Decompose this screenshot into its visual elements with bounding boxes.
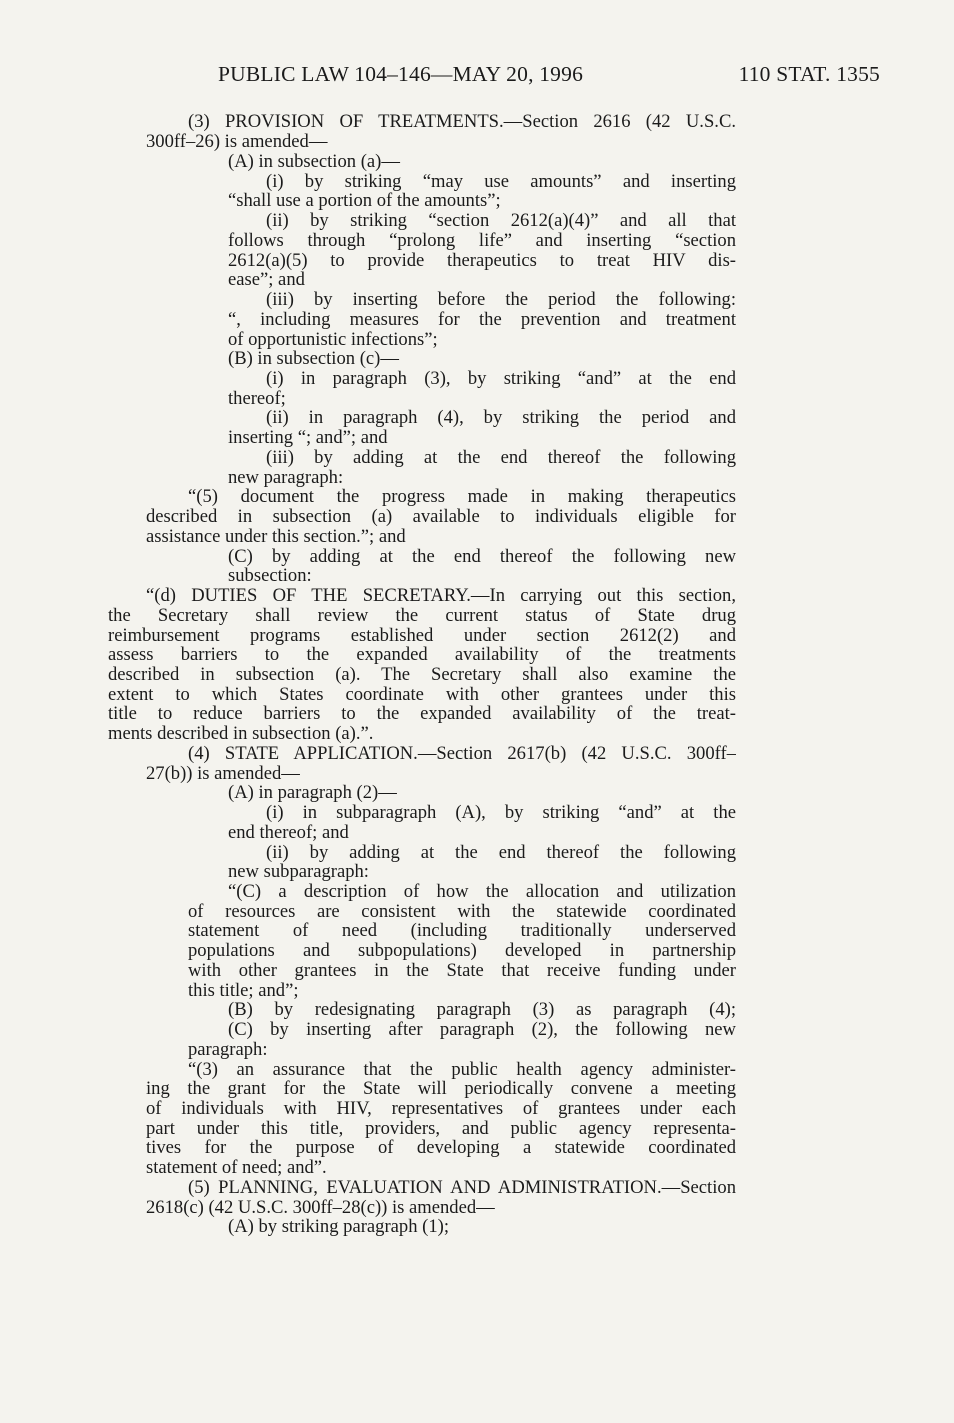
text-line: “shall use a portion of the amounts”; xyxy=(228,190,501,211)
text-line: (3) PROVISION OF TREATMENTS.—Section 2616 (42 U.S.C. xyxy=(188,112,736,132)
text-line: this title; and”; xyxy=(188,980,299,1001)
text-line: (ii) by striking “section 2612(a)(4)” and all that xyxy=(266,211,736,231)
text-line: statement of need; and”. xyxy=(146,1157,327,1178)
text-line: paragraph: xyxy=(188,1039,268,1060)
text-line: (C) by inserting after paragraph (2), the following new xyxy=(228,1020,736,1040)
text-line: “(C) a description of how the allocation and utilization xyxy=(228,882,736,902)
text-line: reimbursement programs established under section 2612(2) and xyxy=(108,626,736,646)
text-line: (iii) by adding at the end thereof the following xyxy=(266,448,736,468)
text-line: thereof; xyxy=(228,388,286,409)
text-line: (i) by striking “may use amounts” and inserting xyxy=(266,172,736,192)
text-line: ing the grant for the State will periodically convene a meeting xyxy=(146,1079,736,1099)
text-line: (iii) by inserting before the period the following: xyxy=(266,290,736,310)
text-line: part under this title, providers, and public agency representa- xyxy=(146,1119,736,1139)
text-line: ease”; and xyxy=(228,269,305,290)
text-line: (i) in subparagraph (A), by striking “and” at the xyxy=(266,803,736,823)
text-line: described in subsection (a). The Secretary shall also examine the xyxy=(108,665,736,685)
text-line: of opportunistic infections”; xyxy=(228,329,438,350)
text-line: title to reduce barriers to the expanded availability of the treat- xyxy=(108,704,736,724)
text-line: (5) PLANNING, EVALUATION AND ADMINISTRATION.—Section xyxy=(188,1178,736,1198)
text-line: (A) by striking paragraph (1); xyxy=(228,1216,449,1237)
text-line: of individuals with HIV, representatives of grantees under each xyxy=(146,1099,736,1119)
header-title: PUBLIC LAW 104–146—MAY 20, 1996 xyxy=(218,62,584,86)
text-line: ments described in subsection (a).”. xyxy=(108,723,374,744)
text-line: “(5) document the progress made in making therapeutics xyxy=(188,487,736,507)
text-line: extent to which States coordinate with other grantees under this xyxy=(108,685,736,705)
text-line: the Secretary shall review the current status of State drug xyxy=(108,606,736,626)
text-line: assistance under this section.”; and xyxy=(146,526,406,547)
text-line: subsection: xyxy=(228,565,312,586)
text-line: “(3) an assurance that the public health agency administer- xyxy=(188,1060,736,1080)
text-line: (ii) by adding at the end thereof the following xyxy=(266,843,736,863)
text-line: 27(b)) is amended— xyxy=(146,763,300,784)
text-line: populations and subpopulations) developed in partnership xyxy=(188,941,736,961)
text-line: “, including measures for the prevention and treatment xyxy=(228,310,736,330)
text-line: assess barriers to the expanded availability of the treatments xyxy=(108,645,736,665)
text-line: new paragraph: xyxy=(228,467,344,488)
text-line: described in subsection (a) available to individuals eligible for xyxy=(146,507,736,527)
text-line: (A) in subsection (a)— xyxy=(228,151,400,172)
page-header xyxy=(218,62,880,90)
header-page-number: 110 STAT. 1355 xyxy=(738,62,880,86)
text-line: tives for the purpose of developing a statewide coordinated xyxy=(146,1138,736,1158)
text-line: end thereof; and xyxy=(228,822,349,843)
text-line: (C) by adding at the end thereof the following new xyxy=(228,547,736,567)
text-line: “(d) DUTIES OF THE SECRETARY.—In carrying out this section, xyxy=(146,586,736,606)
text-line: (ii) in paragraph (4), by striking the period and xyxy=(266,408,736,428)
text-line: 2612(a)(5) to provide therapeutics to treat HIV dis- xyxy=(228,251,736,271)
text-line: (A) in paragraph (2)— xyxy=(228,782,397,803)
text-line: 300ff–26) is amended— xyxy=(146,131,328,152)
text-line: of resources are consistent with the statewide coordinated xyxy=(188,902,736,922)
text-line: (i) in paragraph (3), by striking “and” at the end xyxy=(266,369,736,389)
text-line: new subparagraph: xyxy=(228,861,369,882)
text-line: statement of need (including traditionally underserved xyxy=(188,921,736,941)
text-line: follows through “prolong life” and inserting “section xyxy=(228,231,736,251)
text-line: inserting “; and”; and xyxy=(228,427,388,448)
text-line: with other grantees in the State that receive funding under xyxy=(188,961,736,981)
text-line: 2618(c) (42 U.S.C. 300ff–28(c)) is amended— xyxy=(146,1197,495,1218)
text-line: (B) by redesignating paragraph (3) as paragraph (4); xyxy=(228,1000,736,1020)
text-line: (B) in subsection (c)— xyxy=(228,348,399,369)
text-line: (4) STATE APPLICATION.—Section 2617(b) (42 U.S.C. 300ff– xyxy=(188,744,736,764)
